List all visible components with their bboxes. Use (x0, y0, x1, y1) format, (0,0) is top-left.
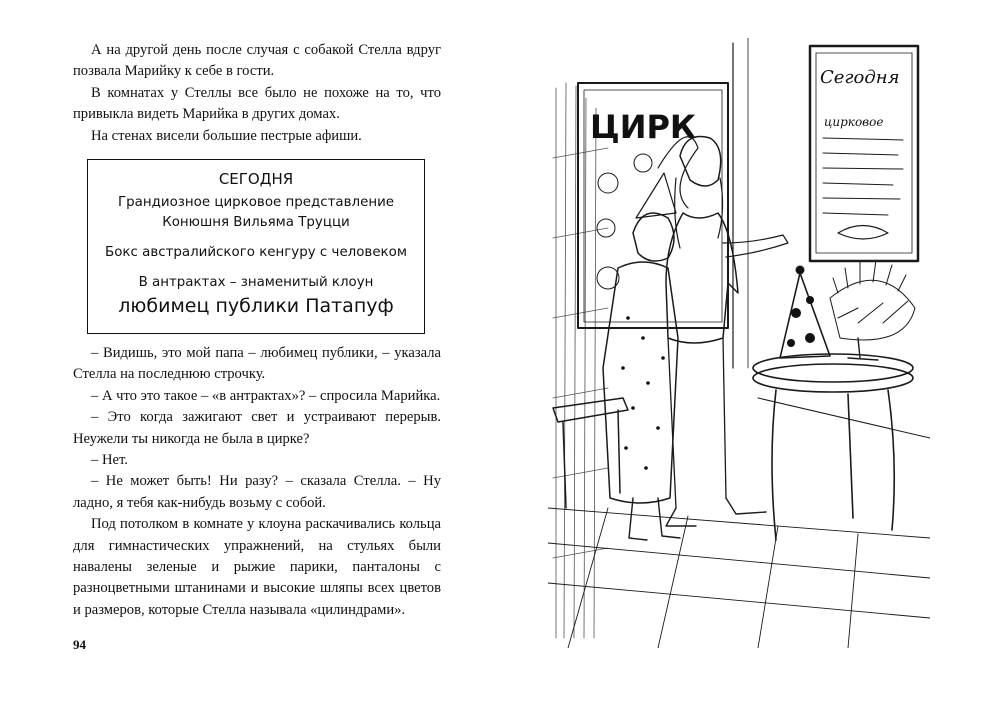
poster-title-text: ЦИРК (590, 108, 697, 146)
circus-poster-box (87, 159, 425, 334)
paragraph: – А что это такое – «в антрактах»? – спросила Марийка. (91, 387, 441, 404)
wig (830, 260, 915, 360)
poster-today: СЕГОДНЯ (218, 170, 294, 188)
poster-intermission: В антрактах – знаменитый клоун (138, 275, 374, 290)
floor-boards (548, 508, 930, 648)
clown-hat (780, 266, 830, 358)
paragraph: А на другой день после случая с собакой Стелла вдруг позвала Марийку к себе в гости. (73, 42, 441, 80)
intro-text (73, 40, 441, 147)
poster-boxing: Бокс австралийского кенгуру с человеком (105, 245, 407, 260)
poster-today-text: Сегодня (820, 67, 900, 88)
poster-clown: любимец публики Патапуф (118, 295, 394, 317)
paragraph: – Это когда зажигают свет и устраивают перерыв. Неужели ты никогда не была в цирке? (73, 409, 441, 447)
poster-performance: Грандиозное цирковое представление (117, 195, 395, 210)
circus-poster-right (810, 46, 918, 261)
dialogue-text (73, 343, 441, 621)
circus-poster-left (578, 83, 728, 328)
paragraph: – Нет. (91, 452, 128, 469)
page-number: 94 (73, 637, 86, 652)
circus-room-illustration (548, 38, 930, 648)
round-table (753, 354, 913, 540)
paragraph: В комнатах у Стеллы все было не похоже на то, что привыкла видеть Марийка в других домах. (73, 84, 441, 123)
paragraph: На стенах висели большие пестрые афиши. (91, 127, 362, 144)
paragraph: Под потолком в комнате у клоуна раскачивались кольца для гимнастических упражнений, на стульях были навалены зеленые и рыжие парики, панталоны с разноцветными штанинами и высокие шляпы всех цветов и размеров, которые Стелла называла «цилиндрами». (73, 516, 441, 618)
paragraph: – Не может быть! Ни разу? – сказала Стелла. – Ну ладно, я тебя как-нибудь возьму с собой. (73, 473, 441, 511)
paragraph: – Видишь, это мой папа – любимец публики, – указала Стелла на последнюю строчку. (73, 345, 441, 383)
wall-hatching (553, 83, 608, 638)
poster-circus-text: цирковое (824, 115, 884, 129)
poster-stable: Конюшня Вильяма Труцци (162, 215, 350, 230)
